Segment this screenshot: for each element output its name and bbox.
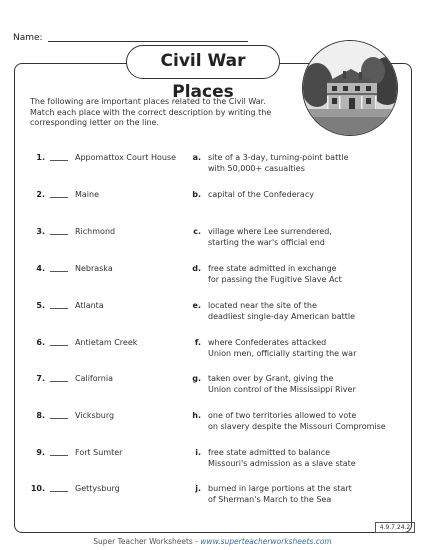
description-text [208, 263, 408, 285]
answer-blank[interactable] [50, 197, 68, 198]
answer-blank[interactable] [50, 234, 68, 235]
description-text [208, 337, 408, 359]
item-number: 5. [36, 301, 45, 310]
answer-blank[interactable] [50, 271, 68, 272]
description-line-1: where Confederates attacked [208, 338, 327, 347]
place-name: Appomattox Court House [75, 153, 177, 162]
instructions: The following are important places related to the Civil War. Match each place with the correct description by writing the corresponding letter on the line. [30, 97, 272, 127]
item-number: 9. [36, 448, 45, 457]
answer-blank[interactable] [50, 455, 68, 456]
item-number: 8. [36, 411, 45, 420]
description-line-1: free state admitted to balance [208, 448, 331, 457]
answer-blank[interactable] [50, 345, 68, 346]
description-line-1: capital of the Confederacy [208, 190, 314, 199]
name-label: Name: [13, 33, 43, 43]
place-name: Maine [75, 190, 100, 199]
matching-row [20, 300, 410, 330]
item-number: 6. [36, 338, 45, 347]
item-number: 1. [36, 153, 45, 162]
item-number: 4. [36, 264, 45, 273]
place-name: Gettysburg [75, 484, 120, 493]
place-name: California [75, 374, 113, 383]
matching-row [20, 483, 410, 513]
matching-row [20, 189, 410, 219]
description-line-2: Union control of the Mississippi River [208, 385, 356, 394]
description-line-1: taken over by Grant, giving the [208, 374, 334, 383]
description-line-1: burned in large portions at the start [208, 484, 352, 493]
description-line-2: with 50,000+ casualties [208, 164, 305, 173]
description-line-2: for passing the Fugitive Slave Act [208, 275, 342, 284]
item-number: 3. [36, 227, 45, 236]
description-text [208, 189, 408, 200]
description-letter: f. [194, 338, 201, 347]
description-line-1: located near the site of the [208, 301, 317, 310]
description-letter: j. [195, 484, 201, 493]
answer-blank[interactable] [50, 160, 68, 161]
description-line-2: starting the war's official end [208, 238, 325, 247]
answer-blank[interactable] [50, 491, 68, 492]
description-text [208, 410, 408, 432]
matching-row [20, 226, 410, 256]
description-line-1: village where Lee surrendered, [208, 227, 332, 236]
description-letter: c. [193, 227, 201, 236]
description-line-2: Missouri's admission as a slave state [208, 459, 356, 468]
footer-url[interactable]: www.superteacherworksheets.com [200, 537, 332, 546]
worksheet-title: Civil War Places [126, 45, 280, 79]
place-name: Atlanta [75, 301, 104, 310]
answer-blank[interactable] [50, 308, 68, 309]
description-letter: g. [192, 374, 201, 383]
description-text [208, 152, 408, 174]
description-text [208, 300, 408, 322]
matching-row [20, 263, 410, 293]
matching-row [20, 447, 410, 477]
place-name: Fort Sumter [75, 448, 123, 457]
item-number: 10. [30, 484, 45, 493]
house-illustration [303, 41, 398, 136]
description-line-1: one of two territories allowed to vote [208, 411, 357, 420]
place-name: Antietam Creek [75, 338, 138, 347]
description-line-2: deadliest single-day American battle [208, 312, 356, 321]
place-name: Nebraska [75, 264, 113, 273]
description-line-2: Union men, officially starting the war [208, 349, 357, 358]
description-letter: d. [192, 264, 201, 273]
description-letter: a. [192, 153, 201, 162]
description-text [208, 483, 408, 505]
matching-row [20, 410, 410, 440]
answer-blank[interactable] [50, 381, 68, 382]
matching-row [20, 337, 410, 367]
matching-row [20, 152, 410, 182]
footer-brand: Super Teacher Worksheets [93, 537, 193, 546]
worksheet-code: 4.9.7.24.2 [375, 522, 415, 533]
place-name: Vicksburg [75, 411, 115, 420]
answer-blank[interactable] [50, 418, 68, 419]
item-number: 2. [36, 190, 45, 199]
description-line-2: of Sherman's March to the Sea [208, 495, 332, 504]
footer [0, 537, 425, 546]
description-letter: h. [192, 411, 201, 420]
house-photo [302, 40, 398, 136]
item-number: 7. [36, 374, 45, 383]
description-letter: e. [192, 301, 201, 310]
place-name: Richmond [75, 227, 116, 236]
description-letter: i. [195, 448, 201, 457]
description-text [208, 373, 408, 395]
description-text [208, 226, 408, 248]
matching-row [20, 373, 410, 403]
footer-separator: - [192, 537, 201, 546]
description-line-1: free state admitted in exchange [208, 264, 337, 273]
description-line-2: on slavery despite the Missouri Compromise [208, 422, 386, 431]
description-letter: b. [192, 190, 201, 199]
name-line[interactable] [48, 41, 248, 42]
description-text [208, 447, 408, 469]
description-line-1: site of a 3-day, turning-point battle [208, 153, 349, 162]
